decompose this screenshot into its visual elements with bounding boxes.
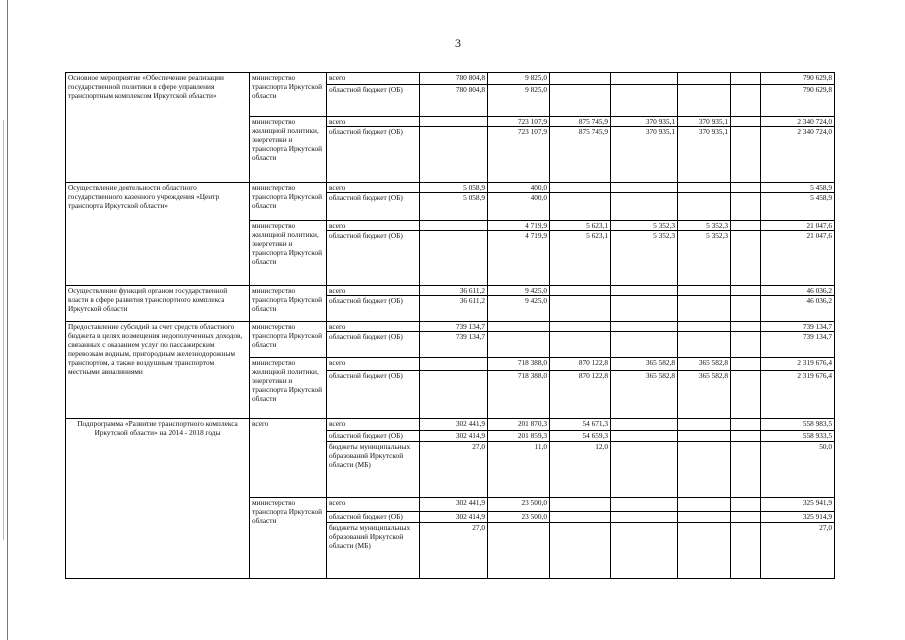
value-cell	[611, 296, 678, 322]
executor-cell: министерство транспорта Иркутской области	[250, 498, 327, 579]
value-cell	[731, 523, 761, 579]
funding-source-cell: областной бюджет (ОБ)	[327, 296, 420, 322]
value-cell: 36 611,2	[420, 296, 488, 322]
value-cell	[550, 286, 611, 296]
total-cell: 790 629,8	[761, 73, 835, 85]
total-cell: 46 036,2	[761, 296, 835, 322]
value-cell	[678, 296, 731, 322]
value-cell: 780 804,8	[420, 73, 488, 85]
value-cell	[420, 371, 488, 419]
value-cell	[550, 73, 611, 85]
executor-cell: министерство транспорта Иркутской области	[250, 73, 327, 117]
total-cell: 790 629,8	[761, 85, 835, 117]
value-cell: 23 500,0	[488, 512, 550, 523]
value-cell: 780 804,8	[420, 85, 488, 117]
value-cell: 9 825,0	[488, 73, 550, 85]
total-cell: 325 941,9	[761, 498, 835, 512]
value-cell	[678, 442, 731, 498]
total-cell: 21 047,6	[761, 231, 835, 286]
value-cell	[731, 431, 761, 442]
value-cell	[731, 332, 761, 358]
value-cell: 27,0	[420, 442, 488, 498]
value-cell	[611, 332, 678, 358]
value-cell: 718 388,0	[488, 358, 550, 371]
value-cell	[550, 183, 611, 193]
value-cell	[678, 85, 731, 117]
value-cell	[731, 221, 761, 231]
funding-source-cell: областной бюджет (ОБ)	[327, 332, 420, 358]
table-row	[66, 322, 835, 332]
total-cell: 558 933,5	[761, 431, 835, 442]
value-cell	[731, 117, 761, 127]
value-cell: 370 935,1	[678, 127, 731, 183]
value-cell	[678, 286, 731, 296]
value-cell: 870 122,8	[550, 358, 611, 371]
value-cell	[731, 183, 761, 193]
table-row	[66, 73, 835, 85]
value-cell	[611, 73, 678, 85]
value-cell: 12,0	[550, 442, 611, 498]
value-cell: 302 414,9	[420, 512, 488, 523]
executor-cell: министерство транспорта Иркутской области	[250, 286, 327, 322]
value-cell	[731, 73, 761, 85]
activity-name-cell: Подпрограмма «Развитие транспортного комплекса Иркутской области» на 2014 - 2018 годы	[66, 419, 250, 579]
funding-source-cell: всего	[327, 183, 420, 193]
value-cell	[488, 332, 550, 358]
executor-cell: всего	[250, 419, 327, 498]
value-cell: 23 500,0	[488, 498, 550, 512]
value-cell: 739 134,7	[420, 322, 488, 332]
total-cell: 739 134,7	[761, 332, 835, 358]
value-cell	[731, 296, 761, 322]
value-cell: 4 719,9	[488, 231, 550, 286]
value-cell	[731, 512, 761, 523]
value-cell	[611, 85, 678, 117]
activity-name-cell: Основное мероприятие «Обеспечение реализации государственной политики в сфере управления транспортным комплексом Иркутской области»	[66, 73, 250, 183]
value-cell	[488, 523, 550, 579]
value-cell: 302 441,9	[420, 498, 488, 512]
total-cell: 27,0	[761, 523, 835, 579]
value-cell	[678, 332, 731, 358]
value-cell	[731, 231, 761, 286]
value-cell	[611, 183, 678, 193]
value-cell	[611, 193, 678, 221]
value-cell	[420, 127, 488, 183]
funding-source-cell: областной бюджет (ОБ)	[327, 127, 420, 183]
scan-edge-line	[3, 120, 4, 540]
total-cell: 2 340 724,0	[761, 117, 835, 127]
value-cell	[678, 419, 731, 431]
total-cell: 2 319 676,4	[761, 358, 835, 371]
value-cell: 5 352,3	[678, 221, 731, 231]
value-cell	[731, 419, 761, 431]
value-cell: 723 107,9	[488, 117, 550, 127]
value-cell: 54 671,3	[550, 419, 611, 431]
value-cell: 9 425,0	[488, 286, 550, 296]
table-row	[66, 419, 835, 431]
value-cell: 875 745,9	[550, 127, 611, 183]
value-cell: 11,0	[488, 442, 550, 498]
value-cell: 718 388,0	[488, 371, 550, 419]
value-cell: 875 745,9	[550, 117, 611, 127]
value-cell: 9 825,0	[488, 85, 550, 117]
value-cell: 400,0	[488, 183, 550, 193]
value-cell	[678, 193, 731, 221]
value-cell	[678, 183, 731, 193]
value-cell: 870 122,8	[550, 371, 611, 419]
value-cell: 5 058,9	[420, 183, 488, 193]
value-cell	[550, 523, 611, 579]
value-cell: 400,0	[488, 193, 550, 221]
total-cell: 5 458,9	[761, 183, 835, 193]
financing-table	[65, 72, 835, 579]
value-cell: 370 935,1	[678, 117, 731, 127]
funding-source-cell: областной бюджет (ОБ)	[327, 371, 420, 419]
value-cell: 5 352,3	[678, 231, 731, 286]
value-cell: 9 425,0	[488, 296, 550, 322]
value-cell	[678, 523, 731, 579]
value-cell	[550, 498, 611, 512]
funding-source-cell: всего	[327, 322, 420, 332]
value-cell	[731, 358, 761, 371]
scan-edge-line	[7, 0, 8, 640]
value-cell: 5 623,1	[550, 231, 611, 286]
value-cell	[731, 322, 761, 332]
value-cell: 5 623,1	[550, 221, 611, 231]
value-cell	[611, 512, 678, 523]
funding-source-cell: областной бюджет (ОБ)	[327, 431, 420, 442]
page-number: 3	[455, 36, 461, 50]
value-cell: 365 582,8	[611, 358, 678, 371]
funding-source-cell: всего	[327, 73, 420, 85]
value-cell	[678, 498, 731, 512]
funding-source-cell: областной бюджет (ОБ)	[327, 193, 420, 221]
value-cell: 27,0	[420, 523, 488, 579]
value-cell: 365 582,8	[678, 371, 731, 419]
total-cell: 50,0	[761, 442, 835, 498]
value-cell	[420, 117, 488, 127]
value-cell: 365 582,8	[611, 371, 678, 419]
value-cell	[611, 498, 678, 512]
value-cell	[550, 322, 611, 332]
value-cell	[420, 221, 488, 231]
value-cell: 365 582,8	[678, 358, 731, 371]
total-cell: 21 047,6	[761, 221, 835, 231]
value-cell	[488, 322, 550, 332]
value-cell: 5 352,3	[611, 231, 678, 286]
value-cell: 201 859,3	[488, 431, 550, 442]
value-cell	[611, 442, 678, 498]
value-cell	[550, 296, 611, 322]
value-cell: 5 352,3	[611, 221, 678, 231]
value-cell: 302 441,9	[420, 419, 488, 431]
funding-source-cell: бюджеты муниципальных образований Иркутской области (МБ)	[327, 523, 420, 579]
executor-cell: министерство транспорта Иркутской области	[250, 183, 327, 221]
funding-source-cell: всего	[327, 286, 420, 296]
table-row	[66, 183, 835, 193]
funding-source-cell: всего	[327, 358, 420, 371]
value-cell	[678, 73, 731, 85]
value-cell	[678, 512, 731, 523]
table-row	[66, 286, 835, 296]
value-cell: 739 134,7	[420, 332, 488, 358]
value-cell	[731, 286, 761, 296]
value-cell	[550, 512, 611, 523]
total-cell: 558 983,5	[761, 419, 835, 431]
value-cell	[420, 231, 488, 286]
funding-source-cell: областной бюджет (ОБ)	[327, 231, 420, 286]
total-cell: 2 340 724,0	[761, 127, 835, 183]
value-cell	[731, 442, 761, 498]
funding-source-cell: областной бюджет (ОБ)	[327, 512, 420, 523]
executor-cell: министерство жилищной политики, энергетики и транспорта Иркутской области	[250, 221, 327, 286]
executor-cell: министерство транспорта Иркутской области	[250, 322, 327, 358]
executor-cell: министерство жилищной политики, энергетики и транспорта Иркутской области	[250, 117, 327, 183]
value-cell: 302 414,9	[420, 431, 488, 442]
value-cell: 36 611,2	[420, 286, 488, 296]
funding-source-cell: всего	[327, 419, 420, 431]
value-cell	[731, 85, 761, 117]
activity-name-cell: Осуществление деятельности областного государственного казенного учреждения «Центр транспорта Иркутской области»	[66, 183, 250, 286]
value-cell: 5 058,9	[420, 193, 488, 221]
value-cell	[611, 431, 678, 442]
activity-name-cell: Осуществление функций органом государственной власти в сфере развития транспортного комплекса Иркутской области	[66, 286, 250, 322]
value-cell	[731, 193, 761, 221]
value-cell	[731, 371, 761, 419]
activity-name-cell: Предоставление субсидий за счет средств областного бюджета в целях возмещения недополученных доходов, связанных с оказанием услуг по пассажирским перевозкам водным, пригородным железнодорожным транспортом, а также воздушным транспортом местными авиалиниями	[66, 322, 250, 419]
value-cell	[611, 523, 678, 579]
value-cell	[550, 332, 611, 358]
total-cell: 2 319 676,4	[761, 371, 835, 419]
value-cell	[678, 431, 731, 442]
value-cell: 370 935,1	[611, 117, 678, 127]
total-cell: 46 036,2	[761, 286, 835, 296]
value-cell	[611, 286, 678, 296]
funding-source-cell: всего	[327, 498, 420, 512]
total-cell: 739 134,7	[761, 322, 835, 332]
value-cell	[550, 85, 611, 117]
total-cell: 325 914,9	[761, 512, 835, 523]
value-cell	[731, 127, 761, 183]
funding-source-cell: бюджеты муниципальных образований Иркутской области (МБ)	[327, 442, 420, 498]
funding-source-cell: всего	[327, 221, 420, 231]
funding-source-cell: всего	[327, 117, 420, 127]
value-cell	[731, 498, 761, 512]
value-cell	[611, 322, 678, 332]
value-cell: 54 659,3	[550, 431, 611, 442]
funding-source-cell: областной бюджет (ОБ)	[327, 85, 420, 117]
value-cell: 370 935,1	[611, 127, 678, 183]
value-cell	[678, 322, 731, 332]
value-cell	[611, 419, 678, 431]
executor-cell: министерство жилищной политики, энергетики и транспорта Иркутской области	[250, 358, 327, 419]
value-cell	[550, 193, 611, 221]
value-cell	[420, 358, 488, 371]
value-cell: 4 719,9	[488, 221, 550, 231]
total-cell: 5 458,9	[761, 193, 835, 221]
value-cell: 201 870,3	[488, 419, 550, 431]
value-cell: 723 107,9	[488, 127, 550, 183]
